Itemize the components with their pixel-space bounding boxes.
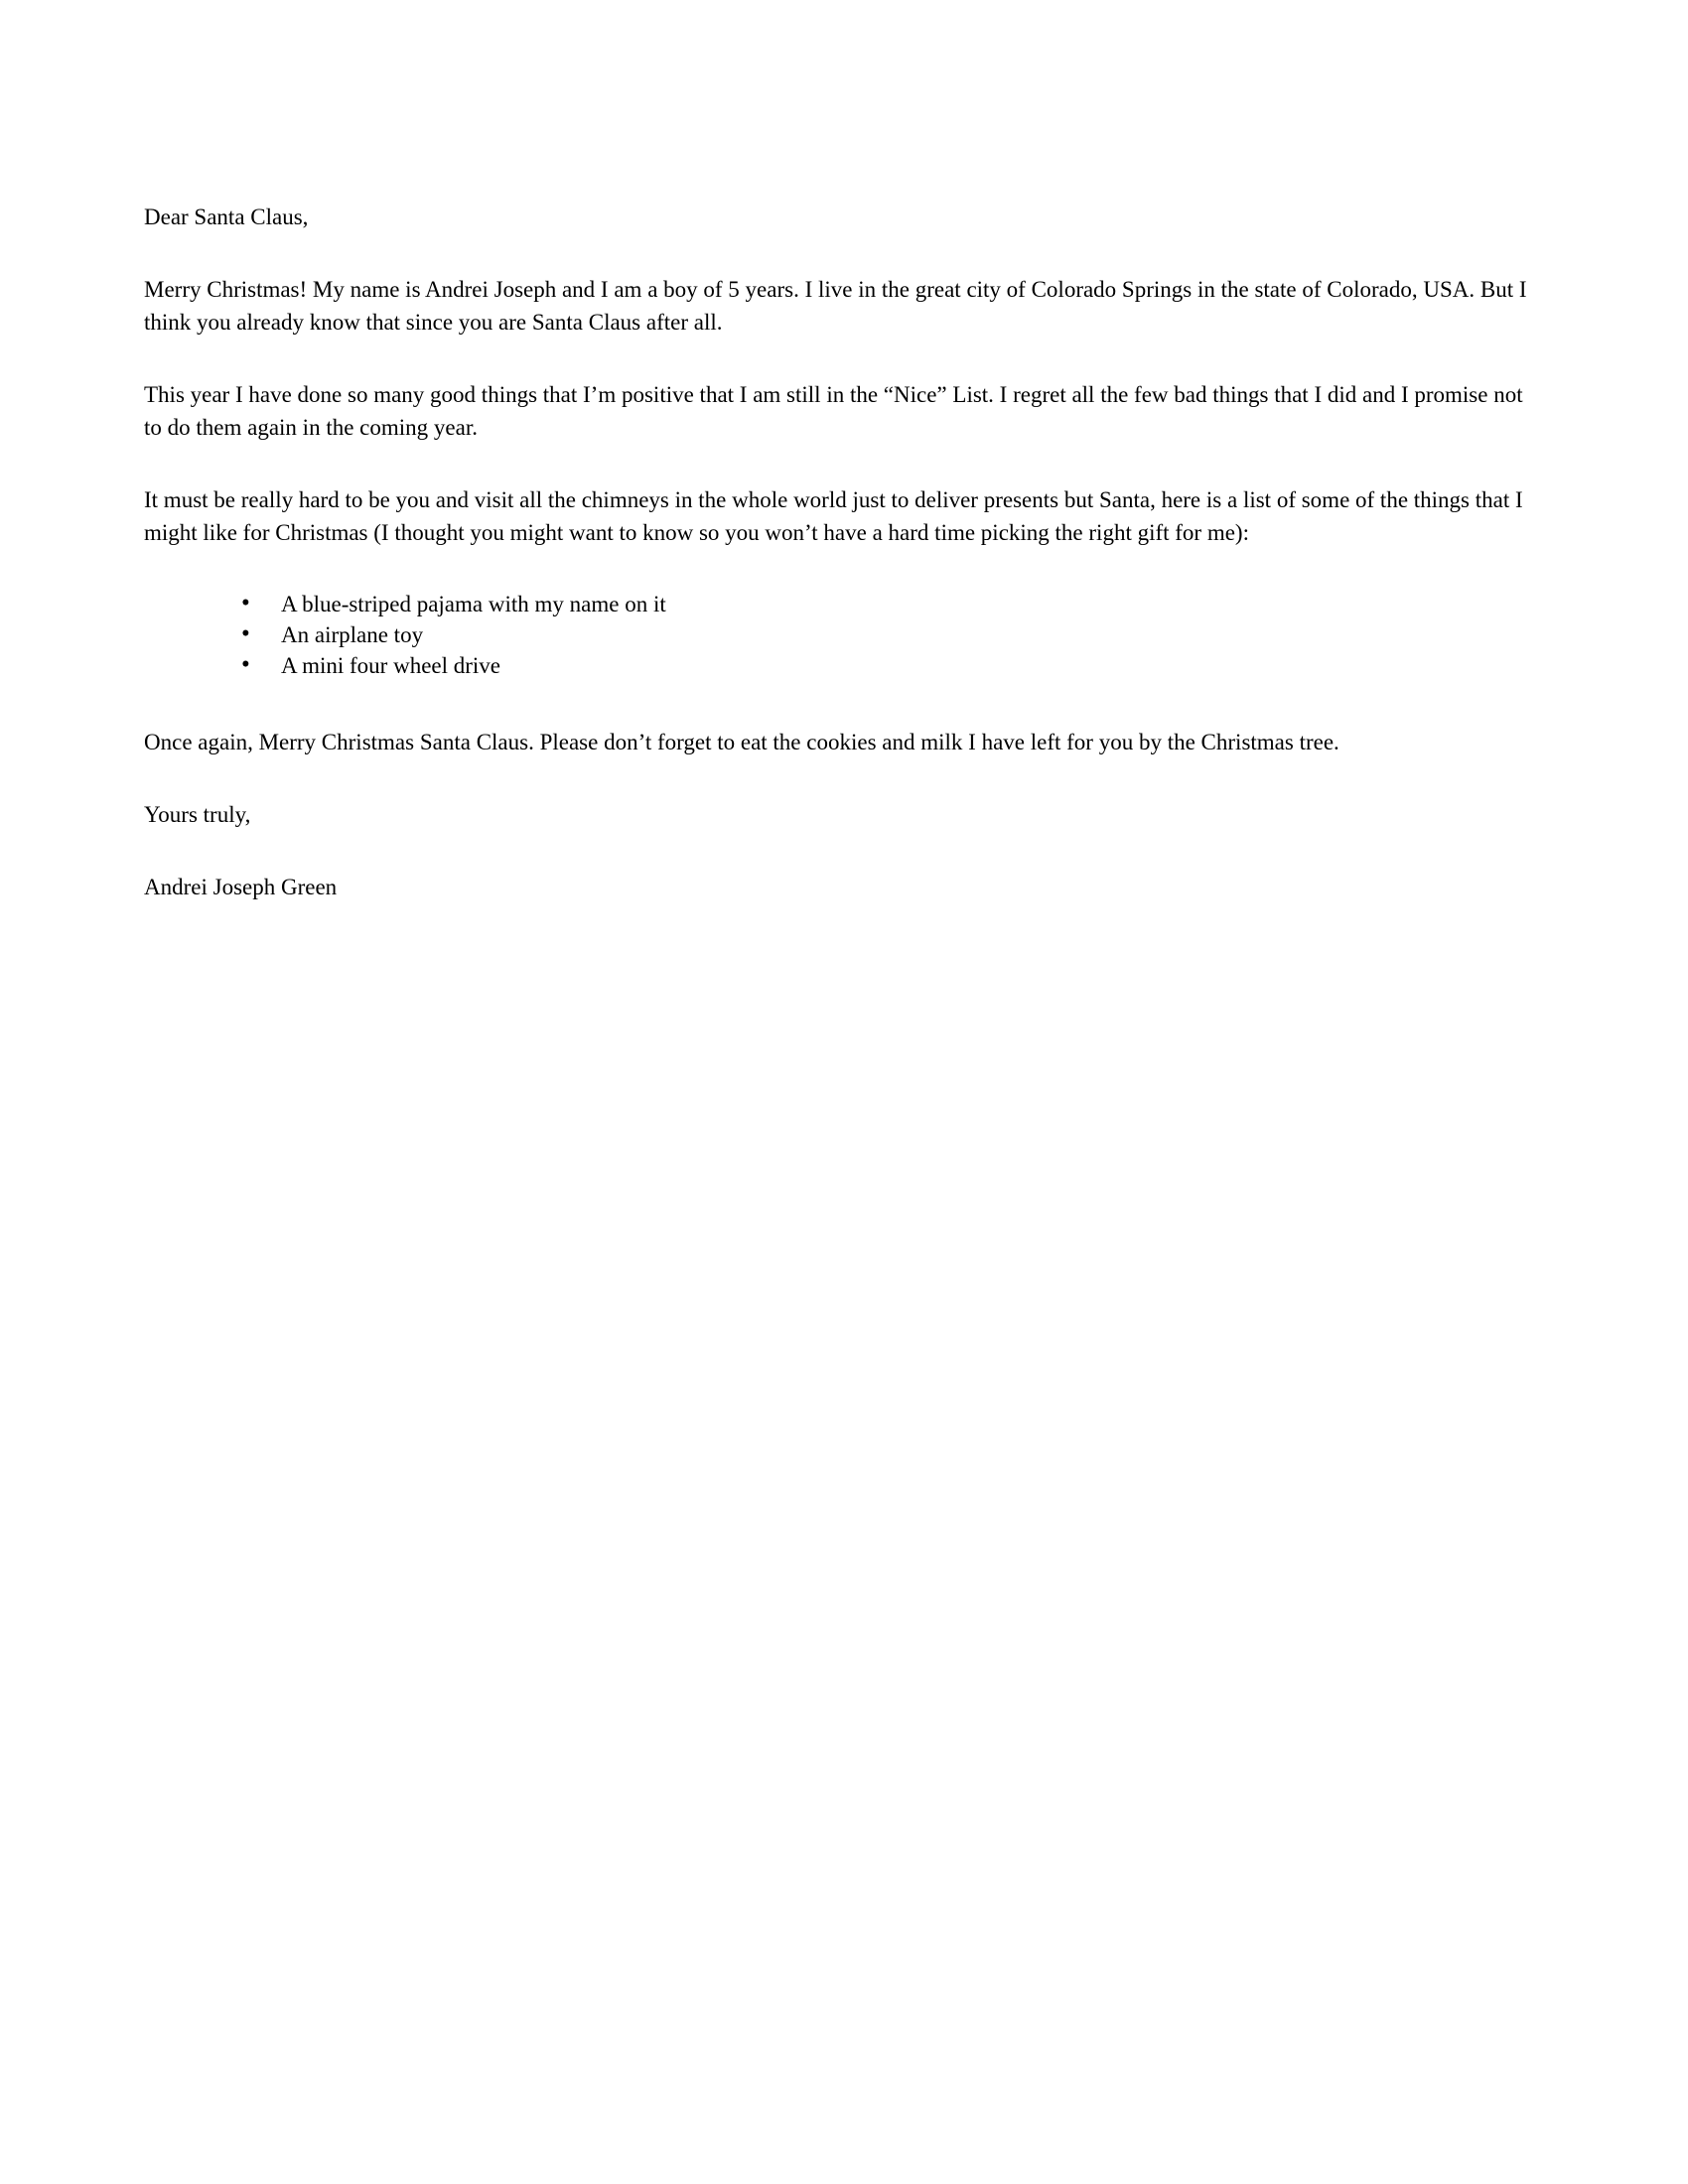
- bullet-icon: •: [241, 620, 250, 647]
- signature: Andrei Joseph Green: [144, 875, 338, 899]
- signoff: Yours truly,: [144, 802, 251, 827]
- wishlist-item-text: A mini four wheel drive: [281, 653, 501, 678]
- bullet-icon: •: [241, 651, 250, 678]
- signoff-block: [144, 798, 1546, 903]
- paragraph-closing: Once again, Merry Christmas Santa Claus. Please don’t forget to eat the cookies and milk I have left for you by the Christmas tree.: [144, 730, 1339, 754]
- letter-body: [144, 201, 1546, 903]
- wishlist-item-text: An airplane toy: [281, 622, 424, 647]
- wishlist-item: [144, 589, 1546, 619]
- salutation: Dear Santa Claus,: [144, 205, 309, 229]
- wishlist-item-text: A blue-striped pajama with my name on it: [281, 592, 666, 616]
- bullet-icon: •: [241, 590, 250, 616]
- wishlist-item: [144, 650, 1546, 681]
- paragraph-introduction: Merry Christmas! My name is Andrei Joseph and I am a boy of 5 years. I live in the great city of Colorado Springs in the state of Colorado, USA. But I think you already know that since you are Santa Claus after all.: [144, 277, 1527, 335]
- paragraph-nice-list: This year I have done so many good things that I’m positive that I am still in the “Nice” List. I regret all the few bad things that I did and I promise not to do them again in the coming year.: [144, 382, 1523, 440]
- paragraph-wishlist-intro: It must be really hard to be you and visit all the chimneys in the whole world just to deliver presents but Santa, here is a list of some of the things that I might like for Christmas (I thought you might want to know so you won’t have a hard time picking the right gift for me):: [144, 487, 1523, 545]
- wishlist-item: [144, 619, 1546, 650]
- wishlist: [144, 589, 1546, 681]
